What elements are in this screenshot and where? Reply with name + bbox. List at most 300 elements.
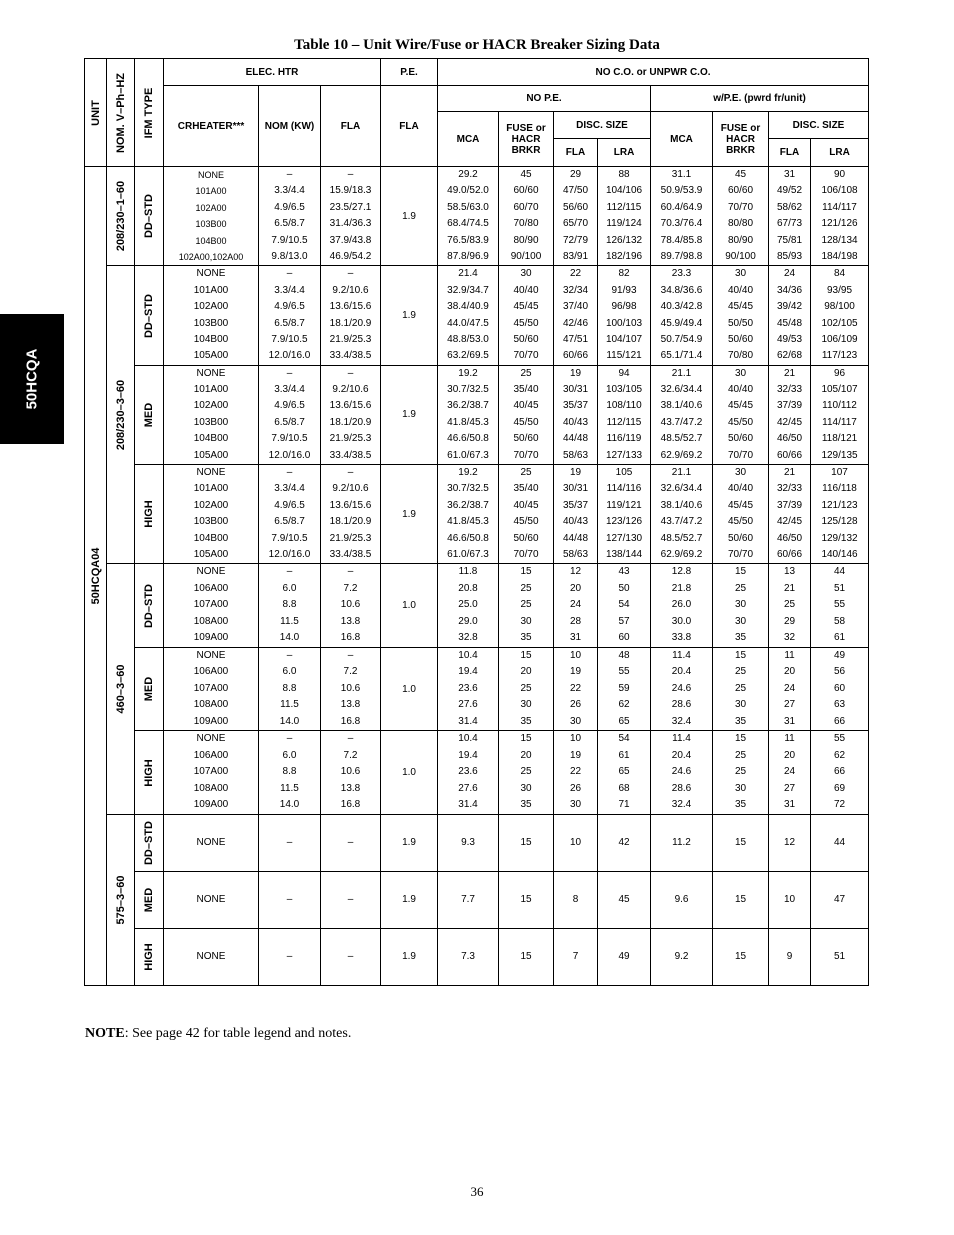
cell-value: 45/50 <box>728 416 754 428</box>
pe-fla-cell: 1.9 <box>381 465 438 564</box>
mca-cell <box>438 167 499 266</box>
cell-value: 27 <box>783 699 796 711</box>
crheater-cell <box>164 365 259 464</box>
cell-value: 103B00 <box>193 416 229 428</box>
cell-value: 104/107 <box>605 333 643 345</box>
cell-value: 15 <box>520 836 532 848</box>
cell-value: 11.5 <box>280 615 299 627</box>
cell-value: 114/117 <box>822 416 857 428</box>
cell-value: 10.4 <box>458 733 478 745</box>
cell-value: 14.0 <box>279 632 300 644</box>
cell-value: 26 <box>569 699 582 711</box>
cell-value: 45/50 <box>513 516 539 528</box>
htr-fla-cell <box>321 647 381 731</box>
cell-value: 46/50 <box>777 433 803 445</box>
cell-value: 42 <box>618 836 630 848</box>
cell-value: 70.3/76.4 <box>660 218 703 230</box>
cell-value: 32.6/34.4 <box>660 384 703 396</box>
cell-value: 58.5/63.0 <box>447 201 489 213</box>
cell-value: 24 <box>783 682 796 694</box>
disc-fla-pe-cell <box>769 814 811 871</box>
cell-value: – <box>286 649 293 661</box>
cell-value: 30 <box>734 467 747 479</box>
cell-value: 21 <box>783 582 796 594</box>
cell-value: 96 <box>833 367 846 379</box>
htr-fla-cell <box>321 266 381 365</box>
cell-value: 62.9/69.2 <box>660 548 703 560</box>
cell-value: 22 <box>569 268 582 280</box>
disc-fla-pe-cell <box>769 465 811 564</box>
disc-fla-cell <box>554 266 598 365</box>
cell-value: 25 <box>520 467 532 479</box>
cell-value: – <box>286 169 293 180</box>
cell-value: 106/108 <box>821 185 858 197</box>
cell-value: 116/118 <box>822 483 857 495</box>
disc-size-header: DISC. SIZE <box>554 112 651 139</box>
cell-value: 33.4/38.5 <box>329 350 372 362</box>
cell-value: 44/48 <box>563 532 589 544</box>
cell-value: – <box>286 836 293 848</box>
cell-value: 62.9/69.2 <box>660 449 703 461</box>
table-row <box>85 814 869 871</box>
disc-lra-pe-cell <box>811 647 869 731</box>
cell-value: – <box>347 733 354 745</box>
cell-value: 6.0 <box>282 749 297 761</box>
cell-value: – <box>347 566 354 578</box>
cell-value: 105 <box>615 467 633 479</box>
cell-value: 98/100 <box>824 301 855 313</box>
mca-pe-cell <box>651 871 713 928</box>
table-title: Table 10 – Unit Wire/Fuse or HACR Breaker Sizing Data <box>294 37 660 53</box>
cell-value: 7.9/10.5 <box>271 333 308 345</box>
cell-value: 30.7/32.5 <box>447 483 489 495</box>
fuse-pe-cell <box>713 465 769 564</box>
disc-lra-cell <box>598 564 651 648</box>
ifm-type-header: IFM TYPE <box>135 59 164 167</box>
cell-value: 31.4/36.3 <box>329 218 372 230</box>
cell-value: 7.9/10.5 <box>271 532 308 544</box>
cell-value: 11.4 <box>672 649 691 661</box>
cell-value: 47 <box>833 893 846 905</box>
cell-value: 51 <box>833 950 846 962</box>
cell-value: 182/196 <box>605 250 643 262</box>
cell-value: 104B00 <box>195 235 227 246</box>
disc-lra-pe-cell <box>811 731 869 815</box>
cell-value: 57 <box>618 615 630 627</box>
ifm-type-cell: MED <box>135 871 164 928</box>
disc-lra-pe-cell <box>811 167 869 266</box>
cell-value: 11.5 <box>280 782 299 794</box>
side-tab <box>0 314 64 444</box>
cell-value: 46/50 <box>777 532 803 544</box>
disc-fla-cell <box>554 731 598 815</box>
cell-value: 32.4 <box>671 715 692 727</box>
cell-value: 89.7/98.8 <box>660 250 703 262</box>
cell-value: 45/50 <box>728 516 754 528</box>
cell-value: 29 <box>783 615 796 627</box>
cell-value: 96/98 <box>611 301 637 313</box>
cell-value: 104/106 <box>605 185 643 197</box>
pe-fla-cell: 1.9 <box>381 167 438 266</box>
cell-value: 119/124 <box>606 218 642 230</box>
cell-value: 30 <box>734 615 747 627</box>
cell-value: 42/45 <box>777 516 803 528</box>
cell-value: 50 <box>618 582 630 594</box>
table-row <box>85 647 869 731</box>
cell-value: 37/39 <box>777 499 803 511</box>
w-pe-header: w/P.E. (pwrd fr/unit) <box>651 86 869 112</box>
cell-value: 54 <box>618 599 630 611</box>
disc-lra-cell <box>598 731 651 815</box>
cell-value: 48 <box>618 649 630 661</box>
crheater-cell <box>164 167 259 266</box>
cell-value: 41.8/45.3 <box>447 516 489 528</box>
cell-value: 129/135 <box>821 449 858 461</box>
cell-value: 35 <box>520 632 532 644</box>
cell-value: 51 <box>833 582 846 594</box>
cell-value: 112/115 <box>606 201 642 213</box>
disc-fla-cell <box>554 928 598 985</box>
cell-value: 24.6 <box>671 766 692 778</box>
cell-value: 21.1 <box>671 367 692 379</box>
disc-fla-cell <box>554 167 598 266</box>
cell-value: 30/31 <box>563 483 589 495</box>
nom-kw-cell <box>259 167 321 266</box>
cell-value: 36.2/38.7 <box>447 499 489 511</box>
disc-lra-cell <box>598 814 651 871</box>
cell-value: 61 <box>833 632 846 644</box>
cell-value: 20 <box>783 749 796 761</box>
cell-value: 35/37 <box>563 499 589 511</box>
cell-value: 116/119 <box>606 433 642 445</box>
crheater-cell <box>164 266 259 365</box>
cell-value: 62/68 <box>777 350 803 362</box>
cell-value: 35/37 <box>563 400 589 412</box>
cell-value: 31.4 <box>458 715 478 727</box>
cell-value: 27.6 <box>458 699 478 711</box>
cell-value: 61 <box>618 749 630 761</box>
cell-value: 45/45 <box>513 301 539 313</box>
cell-value: 105A00 <box>193 350 229 362</box>
cell-value: 76.5/83.9 <box>447 234 489 246</box>
cell-value: 4.9/6.5 <box>274 301 305 313</box>
cell-value: 184/198 <box>821 250 858 262</box>
cell-value: 60 <box>833 682 846 694</box>
cell-value: 14.0 <box>279 799 300 811</box>
cell-value: 37/40 <box>563 301 589 313</box>
cell-value: 106A00 <box>193 582 229 594</box>
table-body <box>85 167 869 986</box>
mca-pe-cell <box>651 167 713 266</box>
mca-cell <box>438 871 499 928</box>
cell-value: 115/121 <box>606 350 642 362</box>
mca-cell <box>438 647 499 731</box>
cell-value: – <box>347 649 354 661</box>
cell-value: 56/60 <box>563 201 589 213</box>
fuse-pe-cell <box>713 731 769 815</box>
crheater-cell <box>164 564 259 648</box>
cell-value: NONE <box>196 893 226 905</box>
cell-value: 65/70 <box>563 218 589 230</box>
crheater-cell <box>164 465 259 564</box>
htr-fla-cell <box>321 564 381 648</box>
ifm-type-cell: HIGH <box>135 731 164 815</box>
disc-lra-cell <box>598 266 651 365</box>
cell-value: 15 <box>520 649 532 661</box>
cell-value: NONE <box>197 170 224 180</box>
nom-kw-cell <box>259 928 321 985</box>
htr-fla-cell <box>321 871 381 928</box>
cell-value: 80/90 <box>513 234 539 246</box>
voltage-cell: 208/230–1–60 <box>107 167 135 266</box>
cell-value: 40/40 <box>513 284 539 296</box>
cell-value: – <box>286 367 293 379</box>
cell-value: 24 <box>783 268 796 280</box>
fuse-pe-cell <box>713 365 769 464</box>
nom-kw-cell <box>259 266 321 365</box>
htr-fla-cell <box>321 731 381 815</box>
cell-value: 65 <box>618 715 630 727</box>
disc-fla-cell <box>554 564 598 648</box>
mca-header: MCA <box>438 112 499 167</box>
pe-fla-cell: 1.9 <box>381 871 438 928</box>
cell-value: 72 <box>833 799 846 811</box>
cell-value: 118/121 <box>821 433 858 445</box>
cell-value: 43 <box>618 566 630 578</box>
cell-value: 40/40 <box>728 483 754 495</box>
cell-value: 32 <box>783 632 796 644</box>
cell-value: 101A00 <box>193 284 229 296</box>
cell-value: 11 <box>784 733 795 745</box>
cell-value: 45/50 <box>513 317 539 329</box>
cell-value: NONE <box>196 367 226 379</box>
cell-value: 60/66 <box>777 449 803 461</box>
cell-value: 10 <box>569 836 582 848</box>
cell-value: 93/95 <box>827 284 853 296</box>
mca-cell <box>438 564 499 648</box>
cell-value: 7.2 <box>343 582 358 594</box>
cell-value: 58/62 <box>777 201 803 213</box>
cell-value: NONE <box>196 950 226 962</box>
cell-value: 40/45 <box>513 499 539 511</box>
cell-value: 19.2 <box>458 367 478 379</box>
cell-value: 30 <box>734 268 747 280</box>
fuse-cell <box>499 266 554 365</box>
cell-value: 140/146 <box>821 548 858 560</box>
cell-value: 3.3/4.4 <box>274 284 305 296</box>
table-row <box>85 365 869 464</box>
ifm-type-cell: HIGH <box>135 465 164 564</box>
cell-value: – <box>347 367 354 379</box>
cell-value: 33.8 <box>671 632 692 644</box>
cell-value: 60/70 <box>513 201 539 213</box>
disc-lra-pe-cell <box>811 365 869 464</box>
cell-value: 36.2/38.7 <box>447 400 489 412</box>
cell-value: 25.0 <box>458 599 478 611</box>
cell-value: 40/45 <box>513 400 539 412</box>
cell-value: 9.2/10.6 <box>332 384 369 396</box>
pe-fla-cell: 1.9 <box>381 365 438 464</box>
cell-value: 68.4/74.5 <box>447 218 489 230</box>
cell-value: 48.5/52.7 <box>660 433 703 445</box>
cell-value: 78.4/85.8 <box>660 234 703 246</box>
cell-value: 30.7/32.5 <box>447 384 489 396</box>
cell-value: 117/123 <box>821 350 858 362</box>
cell-value: 70/70 <box>513 449 539 461</box>
cell-value: 44.0/47.5 <box>447 317 489 329</box>
cell-value: 37/39 <box>777 400 803 412</box>
no-pe-header: NO P.E. <box>438 86 651 112</box>
cell-value: 33.4/38.5 <box>329 548 372 560</box>
cell-value: 84 <box>833 268 846 280</box>
ifm-type-cell: MED <box>135 365 164 464</box>
cell-value: 19 <box>569 367 582 379</box>
cell-value: 45/50 <box>513 416 539 428</box>
cell-value: 30 <box>734 782 747 794</box>
fuse-cell <box>499 365 554 464</box>
cell-value: 49 <box>833 649 846 661</box>
cell-value: – <box>347 268 354 280</box>
cell-value: 106/109 <box>821 333 858 345</box>
cell-value: 101A00 <box>195 186 227 197</box>
nom-kw-cell <box>259 365 321 464</box>
disc-lra-pe-cell <box>811 564 869 648</box>
cell-value: 22 <box>569 682 582 694</box>
cell-value: 102A00 <box>195 202 227 213</box>
cell-value: 48.5/52.7 <box>660 532 703 544</box>
cell-value: 66 <box>833 766 846 778</box>
pe-fla-cell: 1.9 <box>381 266 438 365</box>
cell-value: 46.6/50.8 <box>447 433 489 445</box>
cell-value: 25 <box>520 599 532 611</box>
fuse-cell <box>499 814 554 871</box>
table-row <box>85 871 869 928</box>
cell-value: 7.3 <box>461 950 475 962</box>
cell-value: 9.2 <box>674 950 689 962</box>
cell-value: 50.7/54.9 <box>660 333 703 345</box>
cell-value: 6.0 <box>282 582 297 594</box>
cell-value: 60.4/64.9 <box>660 201 703 213</box>
cell-value: 114/117 <box>822 201 857 213</box>
disc-fla-cell <box>554 871 598 928</box>
cell-value: 38.1/40.6 <box>660 499 703 511</box>
cell-value: 25 <box>734 682 747 694</box>
crheater-header: CRHEATER*** <box>164 86 259 167</box>
fuse-pe-cell <box>713 928 769 985</box>
cell-value: 35 <box>734 799 747 811</box>
cell-value: 19 <box>569 666 582 678</box>
cell-value: 29.2 <box>458 169 478 180</box>
ifm-type-cell: DD–STD <box>135 266 164 365</box>
cell-value: 25 <box>520 766 532 778</box>
cell-value: 37.9/43.8 <box>329 234 372 246</box>
cell-value: 25 <box>783 599 796 611</box>
htr-fla-cell <box>321 465 381 564</box>
cell-value: 102A00,102A00 <box>178 251 244 262</box>
pe-fla-cell: 1.9 <box>381 928 438 985</box>
cell-value: 48.8/53.0 <box>447 333 489 345</box>
elec-htr-header: ELEC. HTR <box>164 59 381 86</box>
cell-value: 90 <box>833 169 846 180</box>
mca-cell <box>438 928 499 985</box>
nom-voltage-header: NOM. V–Ph–HZ <box>107 59 135 167</box>
cell-value: 27 <box>783 782 796 794</box>
cell-value: 12.0/16.0 <box>268 548 311 560</box>
cell-value: 39/42 <box>777 301 803 313</box>
cell-value: 18.1/20.9 <box>329 416 372 428</box>
cell-value: 32/34 <box>563 284 589 296</box>
cell-value: 104B00 <box>193 532 229 544</box>
cell-value: 63.2/69.5 <box>447 350 489 362</box>
cell-value: 13.8 <box>340 615 361 627</box>
cell-value: 109A00 <box>193 632 229 644</box>
cell-value: 47/51 <box>563 333 589 345</box>
fuse-header: FUSE or HACR BRKR <box>499 112 554 167</box>
cell-value: 3.3/4.4 <box>274 483 305 495</box>
cell-value: 31 <box>783 169 796 180</box>
cell-value: 104B00 <box>193 333 229 345</box>
cell-value: 61.0/67.3 <box>447 548 489 560</box>
cell-value: 12 <box>783 836 796 848</box>
crheater-cell <box>164 928 259 985</box>
cell-value: 9 <box>786 950 793 962</box>
voltage-cell: 575–3–60 <box>107 814 135 985</box>
cell-value: 20 <box>569 582 582 594</box>
cell-value: 45 <box>734 169 747 180</box>
disc-lra-cell <box>598 928 651 985</box>
cell-value: 7.9/10.5 <box>271 433 308 445</box>
cell-value: 16.8 <box>340 715 361 727</box>
nom-kw-cell <box>259 871 321 928</box>
ifm-type-cell: DD–STD <box>135 564 164 648</box>
side-tab-label: 50HCQA <box>23 348 41 410</box>
cell-value: 55 <box>618 666 630 678</box>
cell-value: 108A00 <box>193 782 229 794</box>
cell-value: 13 <box>783 566 796 578</box>
cell-value: 40/43 <box>563 516 589 528</box>
cell-value: 32.9/34.7 <box>447 284 489 296</box>
cell-value: NONE <box>196 467 226 479</box>
unit-model-cell: 50HCQA04 <box>85 167 107 986</box>
cell-value: 108A00 <box>193 699 229 711</box>
cell-value: 25 <box>520 367 532 379</box>
cell-value: – <box>286 566 293 578</box>
table-row <box>85 465 869 564</box>
mca-pe-cell <box>651 564 713 648</box>
cell-value: 19.4 <box>458 666 478 678</box>
cell-value: 40.3/42.8 <box>660 301 703 313</box>
cell-value: 45.9/49.4 <box>660 317 703 329</box>
cell-value: – <box>286 950 293 962</box>
fuse-cell <box>499 731 554 815</box>
cell-value: 59 <box>618 682 630 694</box>
cell-value: 35 <box>520 799 532 811</box>
table-note <box>85 1026 351 1042</box>
htr-fla-cell <box>321 814 381 871</box>
cell-value: 50/60 <box>728 433 754 445</box>
disc-size-header: DISC. SIZE <box>769 112 869 139</box>
disc-lra-pe-cell <box>811 928 869 985</box>
fuse-pe-cell <box>713 814 769 871</box>
mca-cell <box>438 365 499 464</box>
cell-value: 21 <box>783 367 796 379</box>
cell-value: 6.5/8.7 <box>274 218 305 230</box>
disc-fla-header: FLA <box>769 139 811 167</box>
cell-value: 19.2 <box>458 467 478 479</box>
cell-value: 35 <box>734 715 747 727</box>
cell-value: 11.5 <box>280 699 299 711</box>
cell-value: 43.7/47.2 <box>660 416 703 428</box>
